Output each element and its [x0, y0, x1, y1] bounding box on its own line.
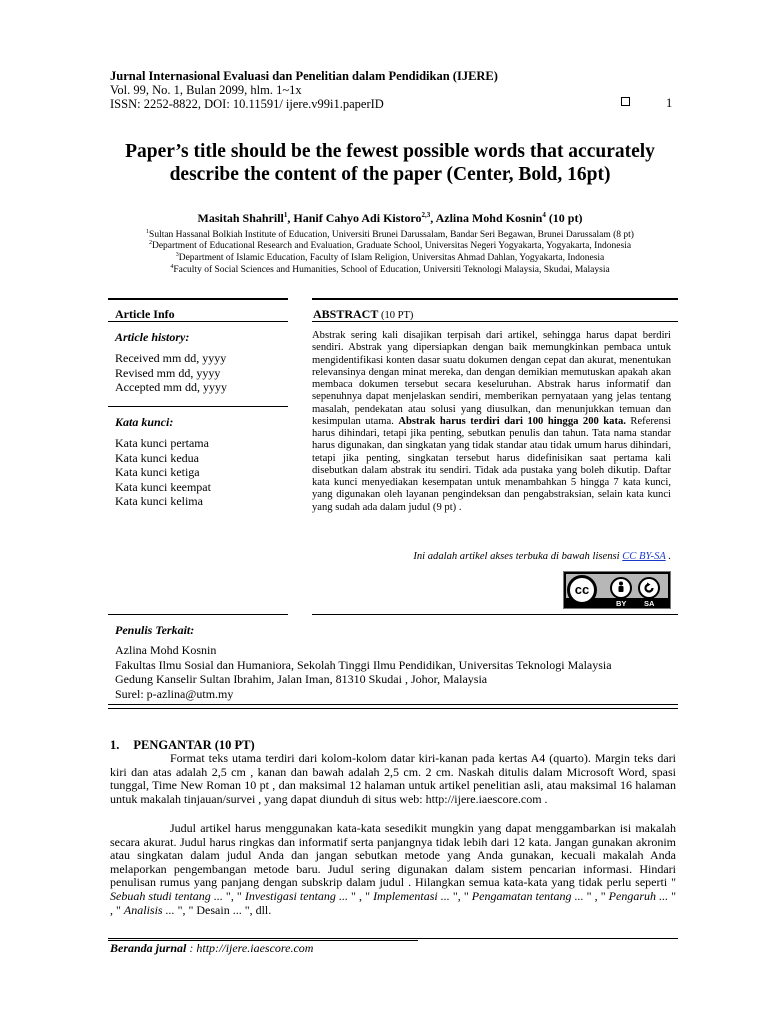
abstract-bottom-rule — [312, 614, 678, 615]
abstract-heading-note: (10 PT) — [378, 310, 414, 321]
affiliation-sup: 3 — [175, 252, 179, 258]
abstract-line: menambahkan 5 hingga 7 kata kunci, yang digunakan oleh layanan — [312, 477, 671, 501]
affiliation-4 — [60, 261, 720, 276]
author-sep: , — [430, 211, 436, 225]
received-date: Received mm dd, yyyy — [115, 351, 227, 365]
author-2: Hanif Cahyo Adi Kistoro — [293, 211, 422, 225]
author-2-sup: 2,3 — [421, 211, 431, 219]
info-divider — [108, 406, 288, 407]
keyword-item: Kata kunci pertama — [115, 436, 209, 450]
abstract-line: berdiri sendiri. Abstrak yang dipersiapkan dengan baik memungkinkan — [312, 330, 672, 354]
abstract-line: dan akurat, menentukan relevansinya dengan minat mereka, dan dengan — [312, 354, 672, 378]
corresponding-label: Penulis Terkait: — [115, 623, 195, 637]
abstract-line: Referensi harus dihindari, — [312, 415, 671, 439]
abstract-heading-text: ABSTRACT — [313, 307, 379, 321]
info-bottom-rule — [108, 614, 288, 615]
example-phrase: Implementasi ... — [373, 888, 450, 903]
quote-sep: ", " — [449, 888, 472, 903]
affiliation-text: Sultan Hassanal Bolkiah Institute of Education, Universiti Brunei Darussalam, Bandar Seri Begawan, Brunei Darussalam (8 pt) — [149, 230, 634, 241]
affiliation-sup: 4 — [170, 264, 174, 270]
cc-by-label: BY — [616, 599, 627, 608]
corresponding-name: Azlina Mohd Kosnin — [115, 643, 217, 657]
author-size-note: (10 pt) — [545, 211, 583, 225]
abstract-line: judul (9 pt) . — [408, 501, 462, 513]
example-phrase: Pengamatan tentang ... — [471, 888, 584, 903]
license-statement — [312, 551, 671, 562]
quote-sep: ", " — [174, 902, 197, 917]
keyword-item: Kata kunci ketiga — [115, 465, 200, 479]
quote-sep: ", " — [222, 888, 245, 903]
paragraph-1 — [110, 752, 676, 806]
abstract-line: demikian memutuskan apakah akan membaca dokumen tersebut secara — [312, 366, 672, 390]
keywords-list — [115, 436, 211, 509]
paragraph-text: Format teks utama terdiri dari kolom-kolom datar kiri-kanan pada kertas A4 (quarto). Margin teks dari kiri dan atas adalah 2,5 cm , kanan dan bawah adalah 2,5 cm. 2 cm. Naskah ditulis dalam Microsoft Word, spasi tunggal, Time New Roman 10 pt , dan maksimal 12 halaman untuk artikel penelitian asli, atau maksimal 16 halaman untuk makalah tinjauan/survei , yang dapat diunduh di situs web: http://ijere.iaescore.com . — [110, 751, 676, 806]
corresponding-rule-2 — [108, 708, 678, 709]
license-link[interactable]: CC BY-SA — [622, 551, 666, 562]
abstract-line: tetapi jika penting, sebutkan penulis dan tahun. Tata nama standar harus — [312, 428, 671, 452]
author-1-sup: 1 — [283, 211, 288, 219]
revised-date: Revised mm dd, yyyy — [115, 365, 221, 380]
corresponding-affiliation: Fakultas Ilmu Sosial dan Humaniora, Sekolah Tinggi Ilmu Pendidikan, Universitas Teknologi Malaysia — [115, 657, 612, 672]
example-phrase: Desain ... — [196, 902, 242, 917]
author-list — [90, 211, 690, 226]
info-top-rule — [108, 298, 288, 300]
journal-name: Jurnal Internasional Evaluasi dan Penelitian dalam Pendidikan (IJERE) — [110, 69, 498, 83]
affiliation-sup: 1 — [146, 229, 150, 235]
corresponding-rule-1 — [108, 704, 678, 705]
author-3-sup: 4 — [542, 211, 546, 219]
section-number: 1. — [110, 738, 120, 752]
title-line-2: describe the content of the paper (Center, Bold, 16pt) — [169, 164, 611, 185]
keywords-label: Kata kunci: — [115, 415, 174, 429]
affiliation-text: Department of Islamic Education, Faculty of Islam Religion, Universitas Ahmad Dahlan, Yogyakarta, Indonesia — [178, 253, 605, 264]
share-alike-icon — [638, 577, 660, 599]
keyword-item: Kata kunci keempat — [115, 479, 211, 494]
article-info-heading: Article Info — [115, 307, 175, 321]
abstract-line: keseluruhan. Abstrak harus informatif dan sepenuhnya dapat menjelaskan — [312, 379, 671, 403]
footer-rule — [108, 938, 678, 939]
abstract-line: solusi yang diusulkan, dan menunjukkan temuan dan kesimpulan utama. — [312, 403, 671, 427]
cc-logo-icon: cc — [567, 575, 597, 605]
abstract-line: sendiri, memberikan pernyataan yang jelas tentang masalah, pendekatan atau — [312, 391, 671, 415]
page-number: 1 — [666, 96, 673, 110]
example-phrase: Pengaruh ... — [608, 888, 669, 903]
abstract-word-count-rule: Abstrak harus terdiri dari 100 hingga 200 kata. — [398, 415, 626, 427]
abstract-line: boleh dikutip. Daftar kata kunci menyediakan kesempatan untuk — [312, 464, 671, 488]
footer-url[interactable]: : http://ijere.iaescore.com — [186, 941, 314, 955]
quote-sep: " , " — [583, 888, 609, 903]
affiliation-sup: 2 — [148, 240, 152, 246]
footer-label: Beranda jurnal — [110, 941, 187, 955]
keyword-item: Kata kunci kedua — [115, 450, 199, 465]
journal-volume: Vol. 99, No. 1, Bulan 2099, hlm. 1~1x — [110, 83, 302, 97]
abstract-top-rule — [312, 298, 678, 300]
affiliation-text: Department of Educational Research and Evaluation, Graduate School, Universitas Negeri Yogyakarta, Yogyakarta, Indonesia — [151, 241, 632, 252]
abstract-line: dihindari, tetapi jika penting, singkatan tersebut harus didefinisikan saat — [312, 440, 671, 464]
article-dates — [115, 351, 227, 395]
journal-homepage — [110, 941, 313, 956]
example-phrase: Sebuah studi tentang ... — [110, 888, 223, 903]
keyword-item: Kata kunci kelima — [115, 494, 203, 508]
section-title: PENGANTAR (10 PT) — [133, 738, 255, 752]
attribution-person-icon — [610, 577, 632, 599]
abstract-heading — [313, 307, 413, 322]
cc-by-sa-badge[interactable] — [563, 571, 671, 609]
affiliation-text: Faculty of Social Sciences and Humanities, School of Education, Universiti Teknologi Malaysia, Skudai, Malaysia — [173, 265, 610, 276]
corresponding-address: Gedung Kanselir Sultan Ibrahim, Jalan Iman, 81310 Skudai , Johor, Malaysia — [115, 672, 488, 686]
example-phrase: Investigasi tentang ... — [244, 888, 348, 903]
square-outline-icon — [621, 97, 630, 106]
license-end: . — [665, 551, 671, 562]
quote-sep: " , " — [110, 888, 677, 917]
abstract-line: pertama kali disebutkan dalam abstrak itu sendiri. Tidak ada pustaka yang — [312, 452, 672, 476]
paragraph-text: Judul artikel harus menggunakan kata-kata sesedikit mungkin yang dapat menggambarkan isi makalah secara akurat. Judul harus ringkas dan informatif serta panjangnya tidak lebih dari 12 kata. Jangan gunakan akronim atau singkatan dalam judul Anda dan jangan sebutkan metode yang Anda gunakan, kecuali makalah Anda melaporkan pengembangan metode baru. Judul sering digunakan dalam sistem pencarian informasi. Hindari penulisan rumus yang panjang dengan subskrip dalam judul . Hilangkan semua kata-kata yang tidak perlu seperti " — [110, 821, 676, 890]
journal-issn: ISSN: 2252-8822, DOI: 10.11591/ ijere.v99i1.paperID — [110, 97, 384, 111]
quote-end: ", dll. — [241, 902, 272, 917]
cc-sa-label: SA — [644, 599, 655, 608]
corresponding-details — [115, 643, 675, 701]
accepted-date: Accepted mm dd, yyyy — [115, 380, 227, 394]
author-1: Masitah Shahrill — [197, 211, 284, 225]
author-3: Azlina Mohd Kosnin — [435, 211, 543, 225]
article-history-label: Article history: — [115, 330, 190, 344]
title-line-1: Paper’s title should be the fewest possible words that accurately — [125, 141, 655, 162]
paragraph-2 — [110, 822, 676, 917]
abstract-body — [312, 330, 671, 514]
paper-title — [90, 140, 690, 186]
abstract-line: Abstrak sering kali disajikan terpisah dari artikel, sehingga harus dapat — [312, 330, 638, 341]
quote-sep: " , " — [347, 888, 374, 903]
author-sep: , — [287, 211, 294, 225]
abstract-line: pengindeksan dan pengabstraksian, selain kata kunci yang sudah ada dalam — [312, 489, 671, 513]
example-phrase: Analisis ... — [123, 902, 175, 917]
abstract-line: pembaca untuk mengidentifikasi konten dasar suatu dokumen dengan cepat — [312, 342, 671, 366]
corresponding-email[interactable]: Surel: p-azlina@utm.my — [115, 686, 234, 701]
license-text: Ini adalah artikel akses terbuka di bawah lisensi — [413, 551, 623, 562]
abstract-line: digunakan, dan singkatan yang tidak standar atau tidak umum harus — [337, 440, 628, 452]
